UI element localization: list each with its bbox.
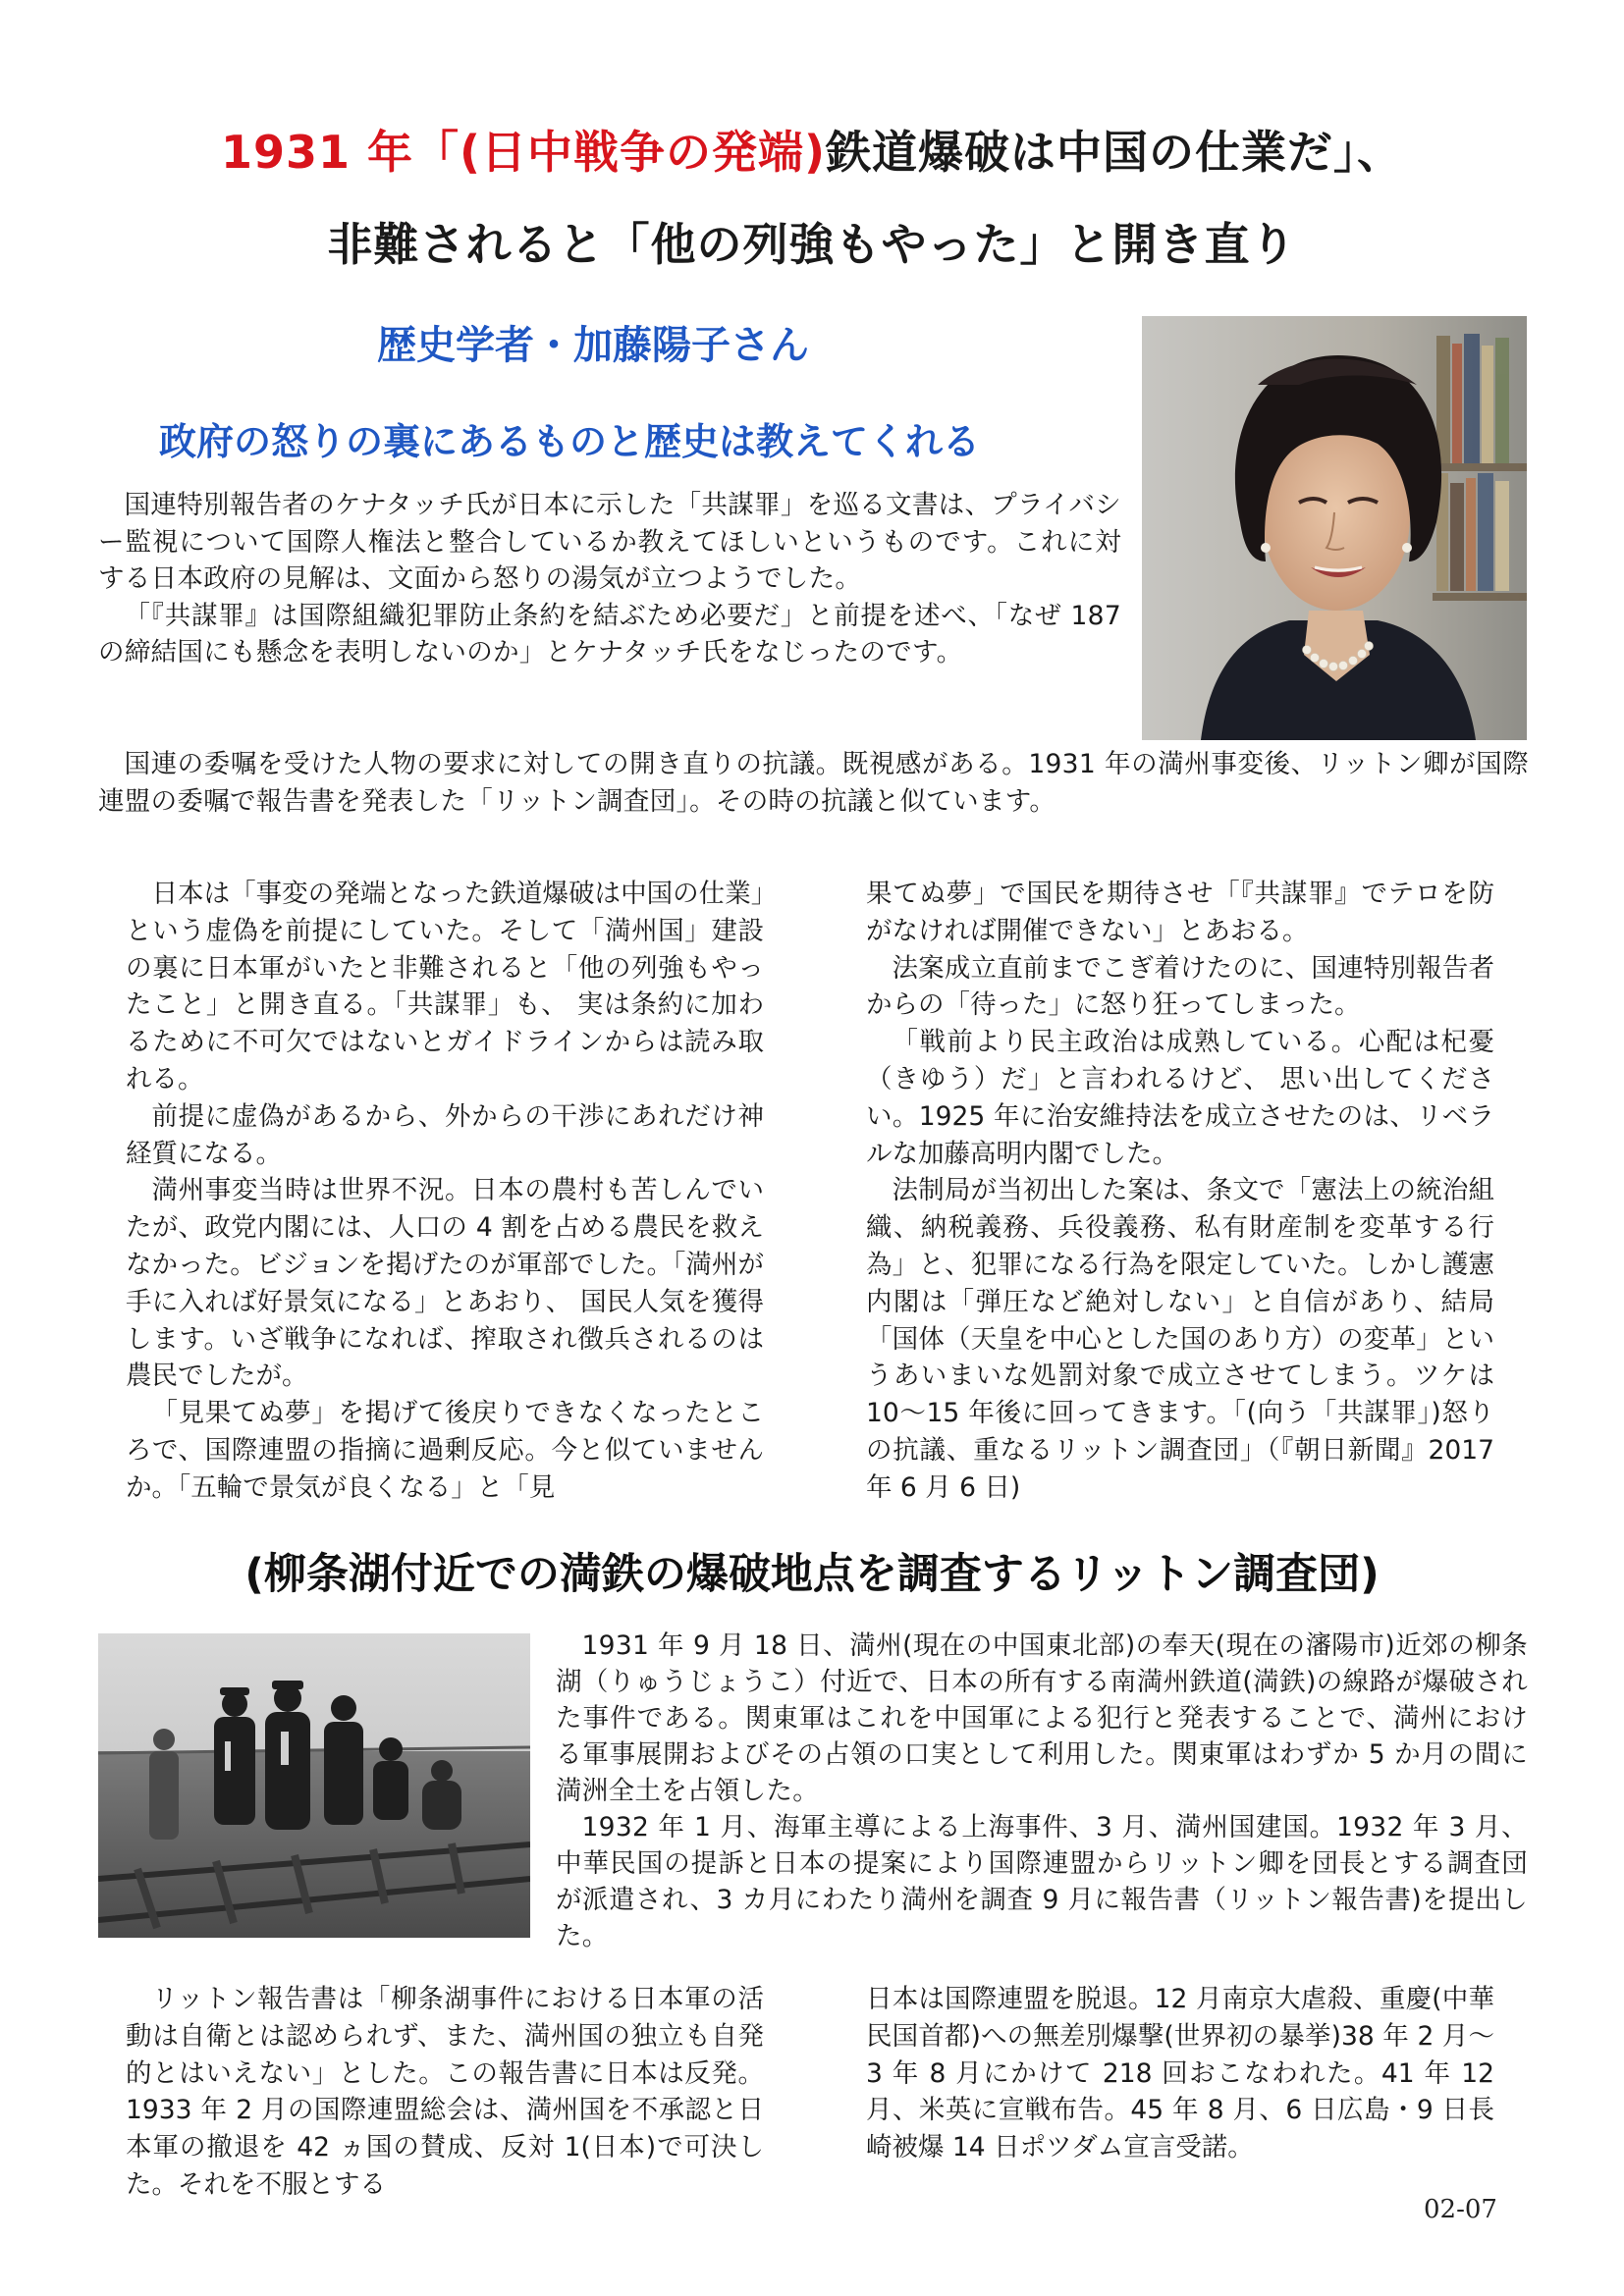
intro-paragraph-1: 国連特別報告者のケナタッチ氏が日本に示した「共謀罪」を巡る文書は、プライバシー監視について国際人権法と整合しているか教えてほしいというものです。これに対する日本政府の見解は、文面から怒りの湯気が立つようでした。 (98, 490, 1121, 594)
article-right-paragraph: 果てぬ夢」で国民を期待させ「『共謀罪』でテロを防がなければ開催できない」とあおる。 (866, 879, 1494, 946)
article-column-right (866, 876, 1494, 1507)
bottom-right-paragraph: 日本は国際連盟を脱退。12 月南京大虐殺、重慶(中華民国首都)への無差別爆撃(世界初の暴挙)38 年 2 月〜3 年 8 月にかけて 218 回おこなわれた。41 年 12 月、米英に宣戦布告。45 年 8 月、6 日広島・9 日長崎被爆 14 日ポツダム宣言受諾。 (866, 1984, 1494, 2163)
article-right-paragraph: 「戦前より民主政治は成熟している。心配は杞憂（きゆう）だ」と言われるけど、 思い出してください。1925 年に治安維持法を成立させたのは、リベラルな加藤高明内閣でした。 (866, 1027, 1494, 1169)
section2-paragraph-2: 1932 年 1 月、海軍主導による上海事件、3 月、満州国建国。1932 年 3 月、 中華民国の提訴と日本の提案により国際連盟からリットン卿を団長とする調査団が派遣され、3 カ月にわたり満州を調査 9 月に報告書（リットン報告書)を提出した。 (556, 1812, 1528, 1951)
title-line-2: 非難されると「他の列強もやった」と開き直り (327, 218, 1297, 271)
page-number: 02-07 (1424, 2195, 1497, 2224)
title-line-1 (0, 118, 1624, 187)
intro-paragraph-2: 「『共謀罪』は国際組織犯罪防止条約を結ぶため必要だ」と前提を述べ、「なぜ 187 の締結国にも懸念を表明しないのか」とケナタッチ氏をなじったのです。 (98, 600, 1121, 667)
article-column-left (126, 876, 764, 1507)
article-left-paragraph: 「見果てぬ夢」を掲げて後戻りできなくなったところで、国際連盟の指摘に過剰反応。今と似ていませんか。「五輪で景気が良くなる」と「見 (126, 1398, 764, 1503)
intro-top (98, 487, 1121, 671)
bottom-left-paragraph: リットン報告書は「柳条湖事件における日本軍の活動は自衛とは認められず、また、満州国の独立も自発的とはいえない」とした。この報告書に日本は反発。1933 年 2 月の国際連盟総会は、満州国を不承認と日本軍の撤退を 42 ヵ国の賛成、反対 1(日本)で可決した。それを不服とする (126, 1984, 764, 2200)
subtitle: 政府の怒りの裏にあるものと歴史は教えてくれる (159, 420, 981, 463)
article-left-paragraph: 日本は「事変の発端となった鉄道爆破は中国の仕業」という虚偽を前提にしていた。そして「満州国」建設の裏に日本軍がいたと非難されると「他の列強もやったこと」と開き直る。「共謀罪」も、 実は条約に加わるために不可欠ではないとガイドラインからは読み取れる。 (126, 879, 764, 1095)
section2-paragraph-1: 1931 年 9 月 18 日、満州(現在の中国東北部)の奉天(現在の瀋陽市)近郊の柳条湖（りゅうじょうこ）付近で、日本の所有する南満州鉄道(満鉄)の線路が爆破された事件である。関東軍はこれを中国軍による犯行と発表することで、満州における軍事展開およびその占領の口実として利用した。関東軍はわずか 5 か月の間に満洲全土を占領した。 (556, 1630, 1528, 1806)
bottom-column-left (126, 1981, 764, 2204)
article-right-paragraph: 法案成立直前までこぎ着けたのに、国連特別報告者からの「待った」に怒り狂ってしまった。 (866, 952, 1494, 1021)
article-left-paragraph: 満州事変当時は世界不況。日本の農村も苦しんでいたが、政党内閣には、人口の 4 割を占める農民を救えなかった。ビジョンを掲げたのが軍部でした。「満州が手に入れば好景気になる」とあおり、 国民人気を獲得します。いざ戦争になれば、搾取され徴兵されるのは農民でしたが。 (126, 1175, 764, 1392)
article-left-paragraph: 前提に虚偽があるから、外からの干渉にあれだけ神経質になる。 (126, 1100, 764, 1169)
title-red-part: 1931 年「(日中戦争の発端) (220, 126, 827, 179)
byline: 歴史学者・加藤陽子さん (377, 323, 809, 368)
section-title-lytton: (柳条湖付近での満鉄の爆破地点を調査するリットン調査団) (244, 1550, 1380, 1599)
intro-full (98, 746, 1529, 820)
lytton-commission-photo (98, 1633, 530, 1938)
title-black-part: 鉄道爆破は中国の仕業だ」、 (826, 126, 1404, 179)
portrait-photo (1142, 316, 1527, 740)
bottom-column-right (866, 1981, 1494, 2166)
intro-paragraph-3: 国連の委嘱を受けた人物の要求に対しての開き直りの抗議。既視感がある。1931 年の満州事変後、リットン卿が国際連盟の委嘱で報告書を発表した「リットン調査団」。その時の抗議と似ています。 (98, 749, 1529, 817)
article-right-paragraph: 法制局が当初出した案は、条文で「憲法上の統治組織、納税義務、兵役義務、私有財産制を変革する行為」と、犯罪になる行為を限定していた。しかし護憲内閣は「弾圧など絶対しない」と自信があり、結局「国体（天皇を中心とした国のあり方）の変革」というあいまいな処罰対象で成立させてしまう。ツケは 10〜15 年後に回ってきます。「(向う「共謀罪」)怒りの抗議、重なるリットン調査団」（『朝日新聞』2017 年 6 月 6 日) (866, 1175, 1494, 1503)
section2-text (556, 1628, 1528, 1954)
